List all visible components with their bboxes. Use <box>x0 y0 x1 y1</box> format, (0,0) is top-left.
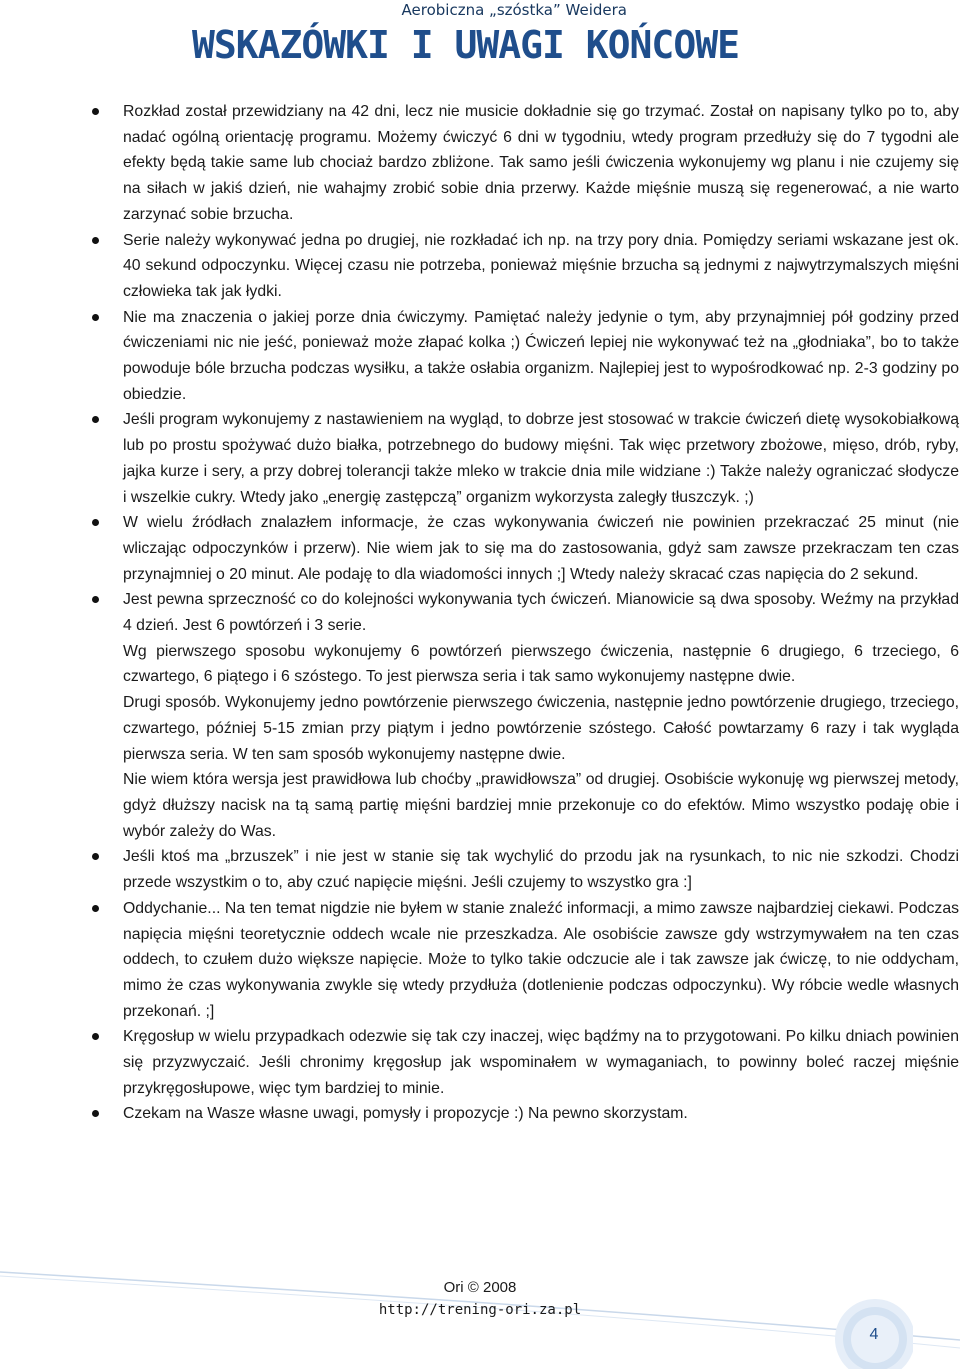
bullet-icon <box>92 519 99 526</box>
list-item-text: Czekam na Wasze własne uwagi, pomysły i propozycje :) Na pewno skorzystam. <box>123 1105 688 1123</box>
bullet-icon <box>92 853 99 860</box>
page-title: WSKAZÓWKI I UWAGI KOŃCOWE <box>192 23 739 67</box>
list-item-text: Oddychanie... Na ten temat nigdzie nie byłem w stanie znaleźć informacji, a mimo zawsze najbardziej ciekawi. Podczas napięcia mięśni teoretycznie oddech wcale nie przeszkadza. Ale osobiście zawsze gdy wstrzymywałem na ten czas oddech, to czułem dużo większe napięcie. Może to tylko takie odczucie ale i tak zawsze jak ćwiczę, to nie oddycham, mimo że czas wykonywania zwykle się wtedy przydłuża (dotlenienie podczas odpoczynku). Wy róbcie wedle własnych przekonań. ;] <box>123 899 959 1020</box>
bullet-icon <box>92 237 99 244</box>
bullet-icon <box>92 314 99 321</box>
list-item <box>89 1101 959 1127</box>
bullet-icon <box>92 905 99 912</box>
bullet-icon <box>92 1033 99 1040</box>
copyright-text: Ori © 2008 <box>443 1279 517 1296</box>
bullet-list <box>89 99 959 1127</box>
list-item-text: Nie wiem która wersja jest prawidłowa lub choćby „prawidłowsza” od drugiej. Osobiście wykonuję wg pierwszej metody, gdyż dłuższy nacisk na tą samą partię mięśni bardziej mnie przekonuje co do efektów. Mimo wszystko podaję obie i wybór zależy do Was. <box>123 771 959 840</box>
document-body <box>89 99 959 1127</box>
list-item <box>89 510 959 587</box>
page-number: 4 <box>869 1326 879 1343</box>
list-item <box>89 844 959 895</box>
list-item-text: Jeśli program wykonujemy z nastawieniem na wygląd, to dobrze jest stosować w trakcie ćwiczeń dietę wysokobiałkową lub po prostu spożywać dużo białka, potrzebnego do budowy mięśni. Tak więc przetwory zbożowe, mięso, drób, ryby, jajka kurze i sery, a przy dobrej tolerancji także mleko w trakcie dnia mile widziane :) Także należy ograniczać słodycze i wszelkie cukry. Wtedy jako „energię zastępczą” organizm wykorzysta zaległy tłuszczyk. ;) <box>123 411 959 506</box>
list-item <box>89 407 959 510</box>
list-item-text: Jest pewna sprzeczność co do kolejności wykonywania tych ćwiczeń. Mianowicie są dwa sposoby. Weźmy na przykład 4 dzień. Jest 6 powtórzeń i 3 serie. <box>123 591 959 635</box>
bullet-icon <box>92 416 99 423</box>
list-item <box>89 228 959 305</box>
list-item-text: W wielu źródłach znalazłem informacje, że czas wykonywania ćwiczeń nie powinien przekraczać 25 minut (nie wliczając odpoczynków i przerw). Nie wiem jak to się ma do zastosowania, gdyż sam zawsze przekraczam ten czas przynajmniej o 20 minut. Ale podaję to dla wiadomości innych ;] Wtedy należy skracać czas napięcia do 2 sekund. <box>123 514 959 583</box>
list-item-text: Jeśli ktoś ma „brzuszek” i nie jest w stanie się tak wychylić do przodu jak na rysunkach, to nic nie szkodzi. Chodzi przede wszystkim o to, aby czuć napięcie mięśni. Jeśli czujemy to wszystko gra :] <box>123 848 959 892</box>
bullet-icon <box>92 1110 99 1117</box>
list-item-text: Drugi sposób. Wykonujemy jedno powtórzenie pierwszego ćwiczenia, następnie jedno powtórzenie drugiego, trzeciego, czwartego, później 5-15 zmian przy piątym i jedno powtórzenie szóstego. Całość powtarzamy 6 razy i tak wygląda pierwsza seria. W ten sam sposób wykonujemy następne dwie. <box>123 694 959 763</box>
running-header <box>0 0 960 20</box>
list-item <box>89 587 959 844</box>
running-title: Aerobiczna „szóstka” Weidera <box>401 1 627 19</box>
list-item <box>89 305 959 408</box>
list-item-text: Wg pierwszego sposobu wykonujemy 6 powtórzeń pierwszego ćwiczenia, następnie 6 drugiego, 6 trzeciego, 6 czwartego, 6 piątego i 6 szóstego. To jest pierwsza seria i tak samo wykonujemy następne dwie. <box>123 642 959 686</box>
bullet-icon <box>92 108 99 115</box>
list-item-text: Rozkład został przewidziany na 42 dni, lecz nie musicie dokładnie się go trzymać. Został on napisany tylko po to, aby nadać ogólną orientację programu. Możemy ćwiczyć 6 dni w tygodniu, wtedy program przedłuży się do 7 tygodni ale efekty będą takie same lub chociaż bardzo zbliżone. Tak samo jeśli ćwiczenia wykonujemy wg planu i nie czujemy się na siłach w jakiś dzień, nie wahajmy zrobić sobie dnia przerwy. Każde mięśnie muszą się regenerować, a nie warto zarzynać sobie brzucha. <box>123 103 959 223</box>
list-item-text: Nie ma znaczenia o jakiej porze dnia ćwiczymy. Pamiętać należy jedynie o tym, aby przynajmniej pół godziny przed ćwiczeniami nic nie jeść, ponieważ może złapać kolka ;) Ćwiczeń lepiej nie wykonywać też na „głodniaka”, bo to także powoduje bóle brzucha podczas wysiłku, a także osłabia organizm. Najlepiej jest to wypośrodkować np. 2-3 godziny po obiedzie. <box>123 308 959 403</box>
list-item <box>89 1024 959 1101</box>
footer <box>360 1277 600 1321</box>
website-url[interactable]: http://trening-ori.za.pl <box>378 1302 582 1318</box>
list-item <box>89 896 959 1025</box>
list-item-text: Serie należy wykonywać jedna po drugiej, nie rozkładać ich np. na trzy pory dnia. Pomiędzy seriami wskazane jest ok. 40 sekund odpoczynku. Więcej czasu nie potrzeba, ponieważ mięśnie brzucha są jednymi z najwytrzymalszych mięśni człowieka tak jak łydki. <box>123 231 959 300</box>
bullet-icon <box>92 596 99 603</box>
list-item <box>89 99 959 228</box>
list-item-text: Kręgosłup w wielu przypadkach odezwie się tak czy inaczej, więc bądźmy na to przygotowani. Po kilku dniach powinien się przyzwyczaić. Jeśli chronimy kręgosłup jak wspominałem w wymaganiach, to powinny boleć raczej mięśnie przykręgosłupowe, więc tym bardziej to minie. <box>123 1028 959 1097</box>
